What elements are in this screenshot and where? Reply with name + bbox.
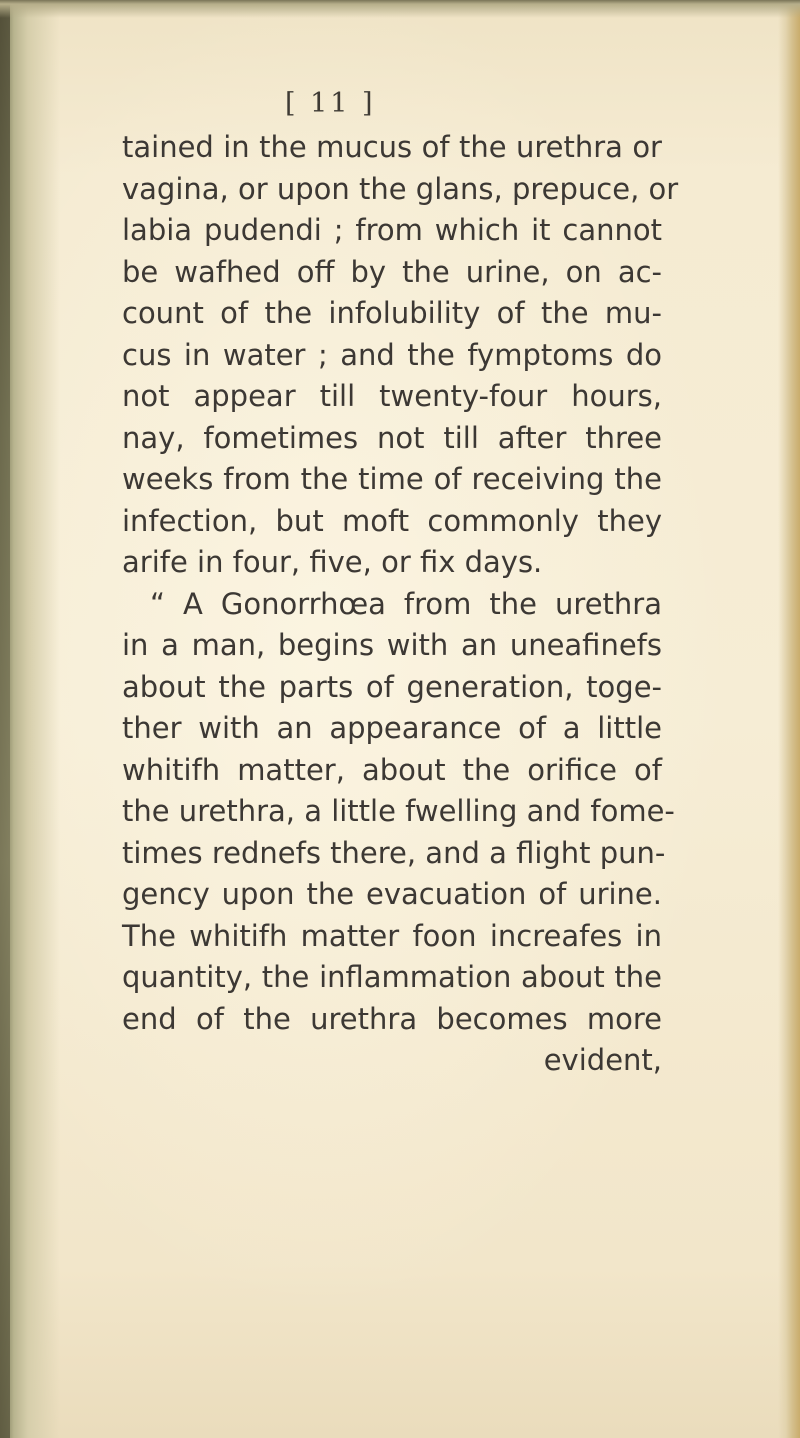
text-line: the urethra, a little fwelling and fome- [122, 794, 675, 828]
text-line: be wafhed off by the urine, on ac- [122, 254, 662, 289]
text-line: count of the infolubility of the mu- [122, 296, 662, 330]
text-line: The whitifh matter foon increafes in [122, 918, 662, 953]
body-text [122, 127, 679, 1082]
text-line: gency upon the evacuation of urine. [122, 877, 662, 911]
text-line: about the parts of generation, toge- [122, 669, 662, 704]
catchword: evident, [543, 1043, 662, 1077]
page-top-edge [0, 0, 800, 18]
text-line-paragraph-start: “ A Gonorrhœa from the urethra [150, 586, 662, 621]
text-line: nay, fometimes not till after three [122, 420, 662, 455]
text-line: quantity, the inflammation about the [122, 960, 662, 994]
text-line: weeks from the time of receiving the [122, 462, 662, 496]
text-line: in a man, begins with an uneafinefs [122, 628, 662, 662]
text-line: tained in the mucus of the urethra or [122, 130, 662, 164]
text-line: infection, but moft commonly they [122, 503, 662, 538]
text-line: whitifh matter, about the orifice of [122, 752, 662, 787]
text-line: cus in water ; and the fymptoms do [122, 337, 662, 372]
text-line: times rednefs there, and a flight pun- [122, 835, 666, 870]
text-line: not appear till twenty-four hours, [122, 379, 662, 413]
text-line: end of the urethra becomes more [122, 1001, 662, 1036]
text-line: ther with an appearance of a little [122, 711, 662, 745]
text-line: labia pudendi ; from which it cannot [122, 213, 662, 247]
page-right-edge [778, 0, 800, 1438]
text-line: vagina, or upon the glans, prepuce, or [122, 171, 679, 206]
text-line: arife in four, five, or fix days. [122, 545, 543, 579]
binding-gutter [0, 0, 10, 1438]
page-number-header: [ 11 ] [285, 88, 376, 119]
